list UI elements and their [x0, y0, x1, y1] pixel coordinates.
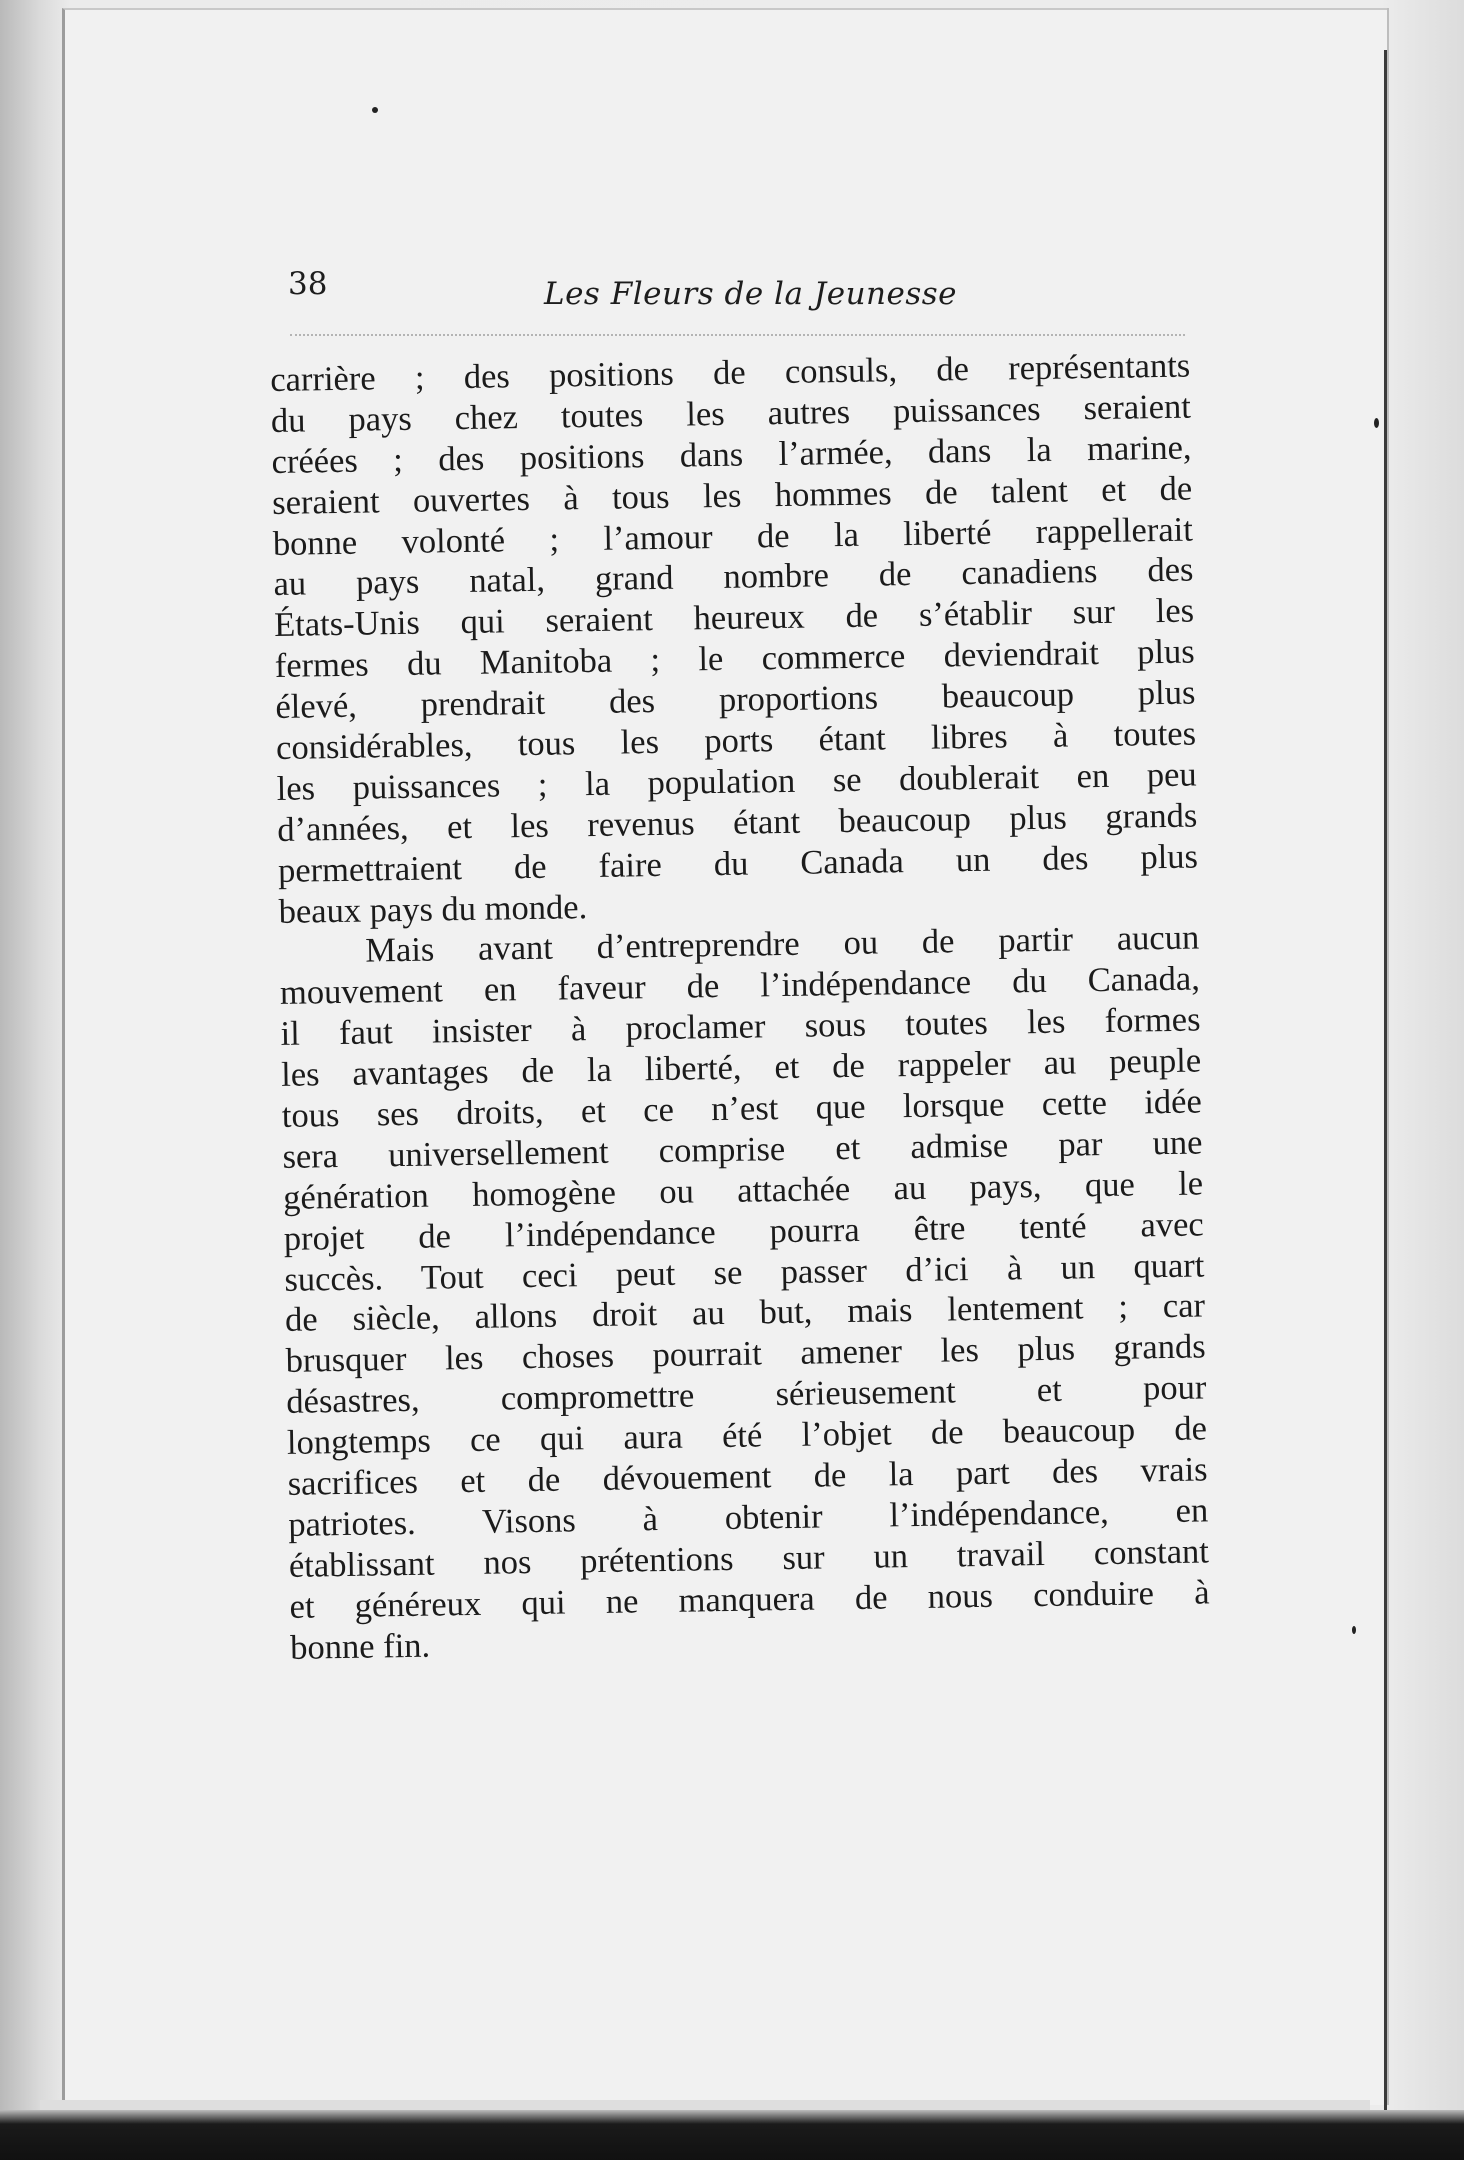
text-line: seraient ouvertes à tous les hommes de talent et de: [271, 469, 1193, 522]
text-line: mouvement en faveur de l’indépendance du Canada,: [279, 959, 1201, 1013]
text-line: sera universellement comprise et admise par une: [282, 1123, 1203, 1176]
text-line: États-Unis qui seraient heureux de s’établir sur les: [273, 591, 1195, 645]
header-rule: [290, 334, 1185, 336]
paragraph-1: [270, 346, 1199, 933]
ink-speck: [1352, 1626, 1356, 1634]
text-line: considérables, tous les ports étant libres à toutes: [275, 714, 1197, 767]
text-line: sacrifices et de dévouement de la part des vrais: [287, 1450, 1208, 1503]
text-line: il faut insister à proclamer sous toutes les formes: [280, 1000, 1201, 1054]
text-line: génération homogène ou attachée au pays, que le: [282, 1164, 1204, 1217]
text-line: au pays natal, grand nombre de canadiens des: [273, 550, 1194, 604]
text-line: de siècle, allons droit au but, mais lentement ; car: [284, 1286, 1206, 1340]
ink-speck: [1374, 418, 1379, 428]
text-line: projet de l’indépendance pourra être tenté avec: [283, 1205, 1204, 1258]
text-line: du pays chez toutes les autres puissances seraient: [270, 387, 1192, 440]
text-line: bonne volonté ; l’amour de la liberté rappellerait: [272, 510, 1194, 563]
text-line: carrière ; des positions de consuls, de représentants: [270, 346, 1191, 399]
text-line: les puissances ; la population se doublerait en peu: [276, 755, 1197, 808]
text-line: désastres, compromettre sérieusement et pour: [286, 1368, 1207, 1422]
text-line: les avantages de la liberté, et de rappeler au peuple: [280, 1041, 1202, 1095]
page-header: [288, 262, 1188, 322]
text-line: Mais avant d’entreprendre ou de partir aucun: [364, 918, 1200, 971]
page-edge: [1384, 50, 1387, 2110]
text-line: bonne fin.: [289, 1626, 431, 1667]
page-bottom-edge: [40, 2100, 1370, 2110]
paragraph-2: [279, 918, 1210, 1668]
text-line: patriotes. Visons à obtenir l’indépendance, en: [287, 1491, 1209, 1544]
text-line: créées ; des positions dans l’armée, dans la marine,: [271, 428, 1192, 481]
text-line: brusquer les choses pourrait amener les plus grands: [285, 1327, 1206, 1381]
text-line: établissant nos prétentions sur un travail constant: [288, 1532, 1210, 1585]
text-line: longtemps ce qui aura été l’objet de beaucoup de: [286, 1409, 1208, 1463]
text-line: fermes du Manitoba ; le commerce deviendrait plus: [274, 632, 1195, 686]
text-line: permettraient de faire du Canada un des plus: [277, 837, 1199, 890]
text-line: tous ses droits, et ce n’est que lorsque cette idée: [281, 1082, 1203, 1135]
text-line: beaux pays du monde.: [278, 887, 588, 931]
ink-speck: [372, 107, 378, 113]
running-head: Les Fleurs de la Jeunesse: [544, 276, 958, 312]
text-line: élevé, prendrait des proportions beaucoup plus: [275, 673, 1196, 727]
text-line: et généreux qui ne manquera de nous conduire à: [289, 1573, 1210, 1626]
page-number: 38: [288, 266, 328, 302]
body-text: [270, 346, 1210, 1669]
scan-shadow: [0, 2110, 1464, 2160]
text-line: succès. Tout ceci peut se passer d’ici à un quart: [284, 1246, 1205, 1299]
text-line: d’années, et les revenus étant beaucoup plus grands: [277, 796, 1198, 849]
